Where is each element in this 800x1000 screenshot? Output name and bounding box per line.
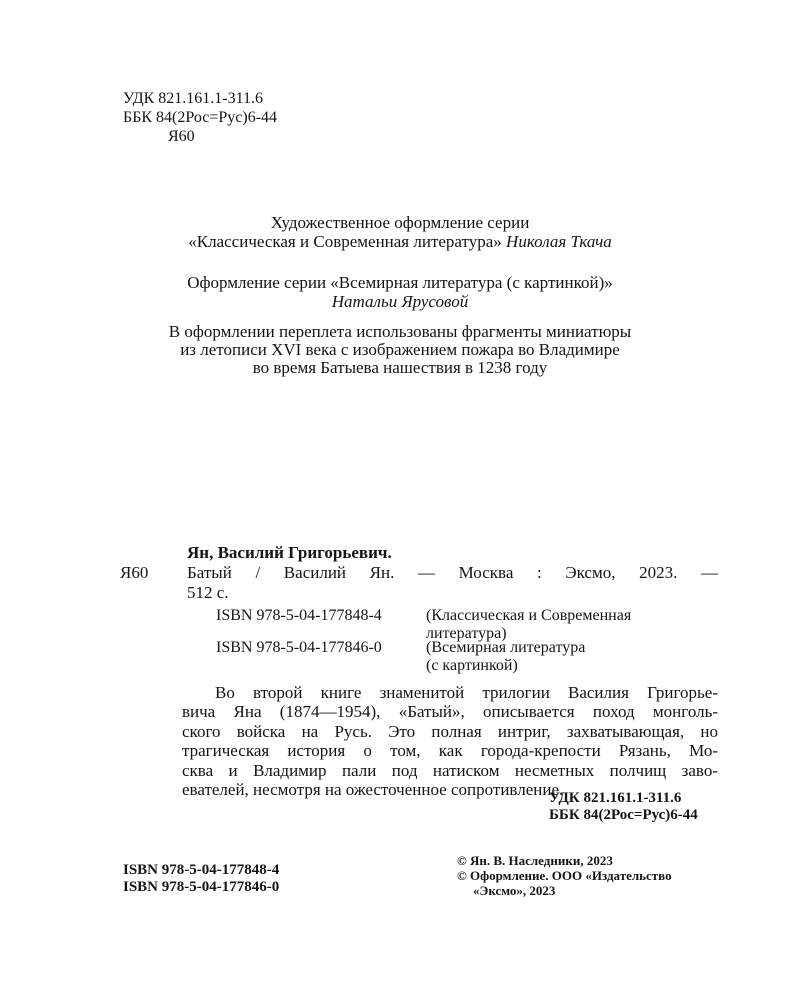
- design-series-name: «Классическая и Современная литература»: [188, 232, 502, 251]
- catalog-udk: УДК 821.161.1-311.6: [549, 790, 682, 806]
- catalog-isbn2: ISBN 978-5-04-177846-0: [216, 639, 382, 656]
- footer-isbn1: ISBN 978-5-04-177848-4: [123, 862, 280, 878]
- udk-code-top: УДК 821.161.1-311.6: [123, 90, 264, 107]
- design-credit-line1: Художественное оформление серии: [270, 213, 530, 232]
- annotation-line: евателей, несмотря на ожесточенное сопротивление.: [182, 780, 564, 800]
- catalog-title-block: [187, 563, 718, 602]
- catalog-author-mark: Я60: [120, 563, 149, 582]
- annotation-line: трагическая история о том, как города-крепости Рязань, Мо-: [182, 741, 718, 761]
- series-designer-name: Натальи Ярусовой: [331, 292, 469, 311]
- footer-isbn2: ISBN 978-5-04-177846-0: [123, 879, 280, 895]
- cover-note-line2: из летописи XVI века с изображением пожара во Владимире: [180, 340, 620, 359]
- catalog-author-heading: Ян, Василий Григорьевич.: [187, 543, 392, 562]
- author-mark-top: Я60: [168, 128, 195, 145]
- annotation-line: Во второй книге знаменитой трилогии Василия Григорье-: [215, 683, 718, 702]
- series-credit-line1: Оформление серии «Всемирная литература (с картинкой)»: [187, 273, 613, 292]
- copyright-line2: © Оформление. ООО «Издательство: [457, 868, 672, 883]
- annotation-line: ского войска на Русь. Это полная интриг, захватывающая, но: [182, 721, 718, 741]
- catalog-title-line2: 512 с.: [187, 582, 229, 602]
- annotation: [182, 683, 718, 799]
- bbk-code-top: ББК 84(2Рос=Рус)6-44: [123, 109, 278, 126]
- catalog-isbn2-series-line1: (Всемирная литература: [426, 639, 586, 656]
- copyright-line3: «Эксмо», 2023: [473, 883, 556, 898]
- catalog-title-line1: Батый / Василий Ян. — Москва : Эксмо, 2023. —: [187, 563, 718, 582]
- catalog-isbn2-series-line2: (с картинкой): [426, 657, 518, 674]
- catalog-isbn1-series-line1: (Классическая и Современная: [426, 607, 632, 624]
- annotation-line: вича Яна (1874—1954), «Батый», описывается поход монголь-: [182, 702, 718, 722]
- catalog-isbn1: ISBN 978-5-04-177848-4: [216, 607, 382, 624]
- cover-note-line1: В оформлении переплета использованы фрагменты миниатюры: [168, 322, 632, 341]
- annotation-line: сква и Владимир пали под натиском несметных полчищ заво-: [182, 760, 718, 780]
- cover-note-line3: во время Батыева нашествия в 1238 году: [252, 358, 548, 377]
- designer-name: Николая Ткача: [506, 232, 612, 251]
- design-credit-line2: [0, 232, 800, 252]
- catalog-bbk: ББК 84(2Рос=Рус)6-44: [549, 807, 698, 823]
- copyright-line1: © Ян. В. Наследники, 2023: [457, 853, 613, 868]
- catalog-isbn1-series-line2: литература): [426, 625, 507, 642]
